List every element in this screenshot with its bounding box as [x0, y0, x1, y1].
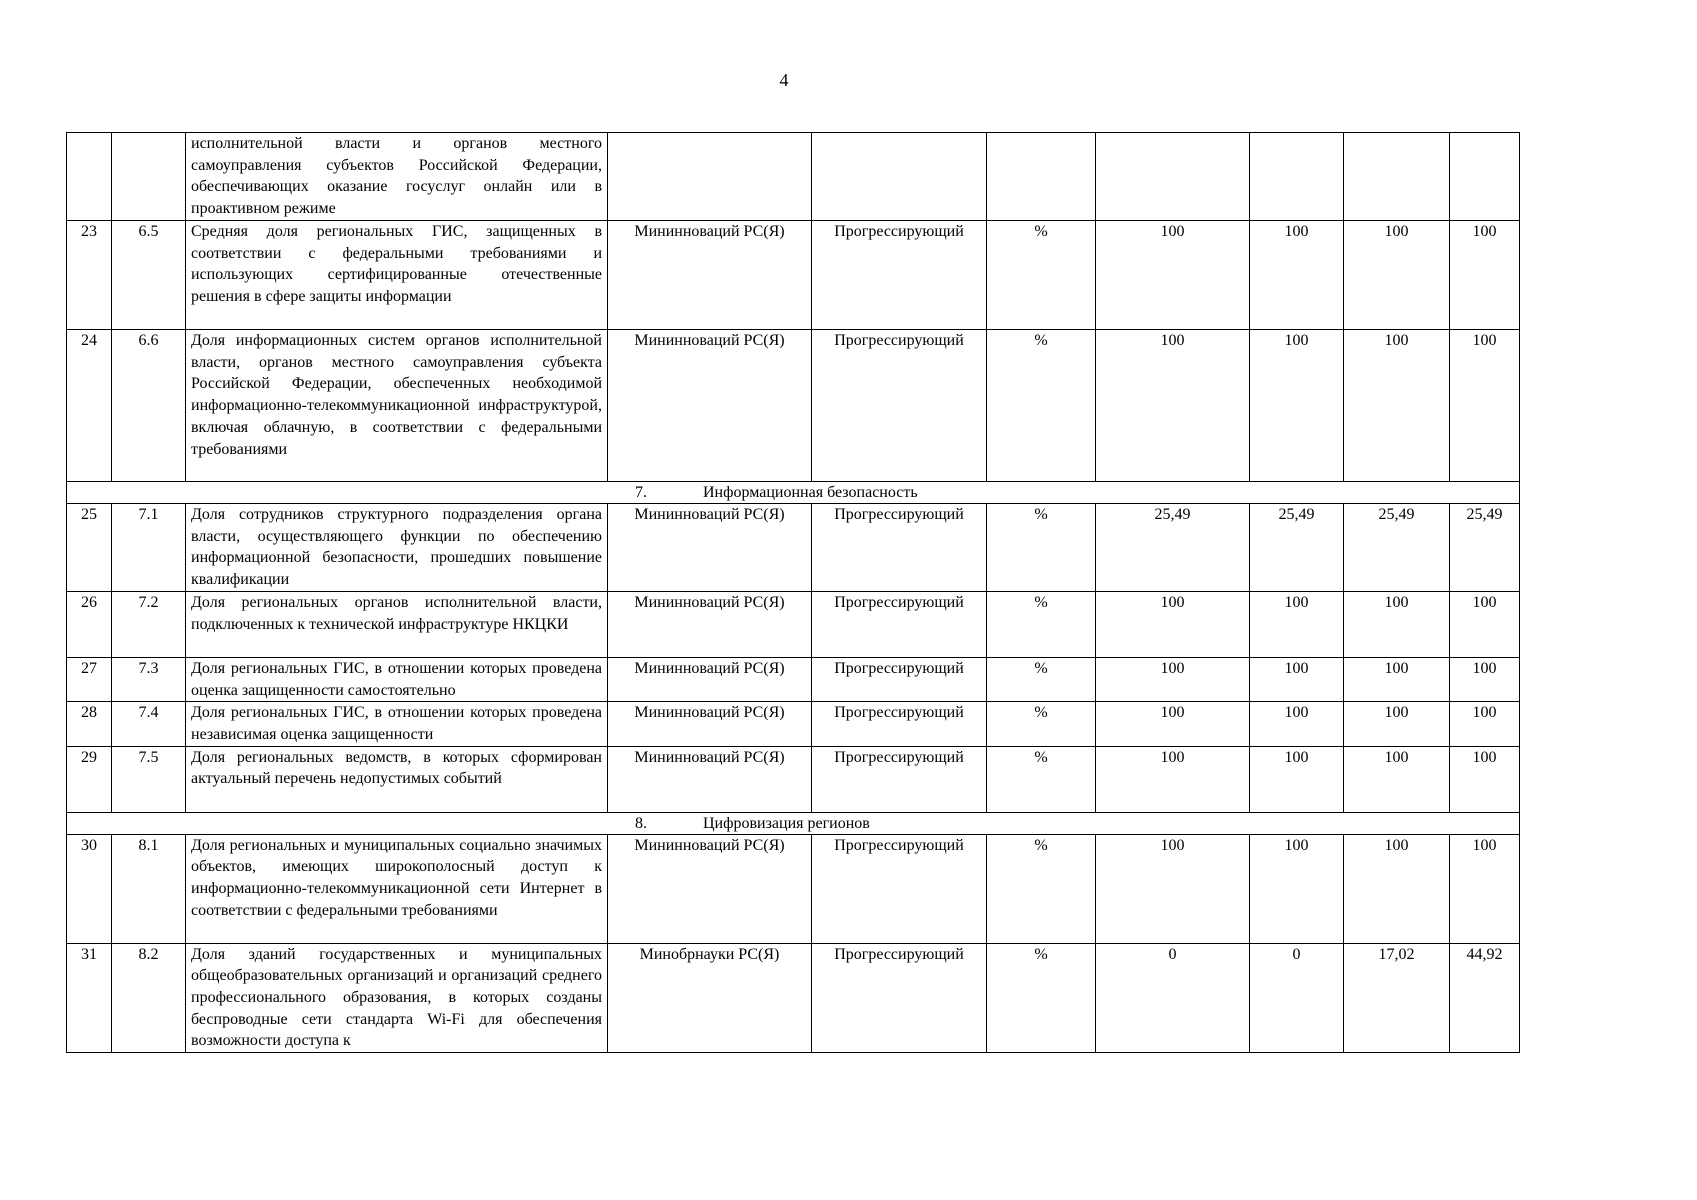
- section-heading: [67, 482, 1519, 503]
- responsible-body: Mининноваций РС(Я): [608, 702, 812, 746]
- indicator-code: 7.3: [112, 657, 186, 701]
- section-number: 8.: [635, 814, 647, 832]
- value-2: 100: [1250, 657, 1344, 701]
- indicator-code: 8.2: [112, 943, 186, 1053]
- unit: %: [987, 657, 1096, 701]
- value-2: 100: [1250, 330, 1344, 482]
- indicator-description: Доля региональных и муниципальных социально значимых объектов, имеющих широкополосный доступ к информационно-телекоммуникационной сети Интернет в соответствии с федеральными требованиями: [186, 834, 608, 943]
- responsible-body: Минобрнауки РС(Я): [608, 943, 812, 1053]
- responsible-body: Mининноваций РС(Я): [608, 834, 812, 943]
- table-row: [67, 330, 1520, 482]
- table-row: [67, 657, 1520, 701]
- value-4: 100: [1450, 330, 1520, 482]
- value-1: 0: [1096, 943, 1250, 1053]
- value-4: 25,49: [1450, 504, 1520, 592]
- indicator-type: Прогрессирующий: [812, 834, 987, 943]
- responsible-body: Mининноваций РС(Я): [608, 504, 812, 592]
- indicator-code: 7.5: [112, 746, 186, 812]
- section-row: [67, 482, 1520, 504]
- indicator-description: Доля информационных систем органов исполнительной власти, органов местного самоуправления субъекта Российской Федерации, обеспеченных необходимой информационно-телекоммуникационной инфраструктурой, включая облачную, в соответствии с федеральными требованиями: [186, 330, 608, 482]
- page-number: 4: [779, 70, 789, 90]
- indicator-code: 6.6: [112, 330, 186, 482]
- value-1: 25,49: [1096, 504, 1250, 592]
- row-number: 25: [67, 504, 112, 592]
- value-3: 100: [1344, 330, 1450, 482]
- indicator-description: Средняя доля региональных ГИС, защищенных в соответствии с федеральными требованиями и использующих сертифицированные отечественные решения в сфере защиты информации: [186, 221, 608, 330]
- section-row: [67, 812, 1520, 834]
- indicator-code: 7.1: [112, 504, 186, 592]
- responsible-body: Mининноваций РС(Я): [608, 657, 812, 701]
- value-2: 100: [1250, 746, 1344, 812]
- unit: %: [987, 504, 1096, 592]
- value-3: 17,02: [1344, 943, 1450, 1053]
- value-1: 100: [1096, 657, 1250, 701]
- indicator-description: Доля сотрудников структурного подразделения органа власти, осуществляющего функции по обеспечению информационной безопасности, прошедших повышение квалификации: [186, 504, 608, 592]
- value-2: 100: [1250, 221, 1344, 330]
- indicator-type: Прогрессирующий: [812, 657, 987, 701]
- value-4: 100: [1450, 746, 1520, 812]
- indicator-description: Доля региональных ведомств, в которых сформирован актуальный перечень недопустимых событий: [186, 746, 608, 812]
- value-3: 100: [1344, 221, 1450, 330]
- indicator-description: Доля региональных ГИС, в отношении которых проведена оценка защищенности самостоятельно: [186, 657, 608, 701]
- value-2: 25,49: [1250, 504, 1344, 592]
- value-4: 44,92: [1450, 943, 1520, 1053]
- value-3: 100: [1344, 702, 1450, 746]
- responsible-body: Mининноваций РС(Я): [608, 746, 812, 812]
- indicators-table: [66, 132, 1520, 1053]
- value-4: 100: [1450, 834, 1520, 943]
- responsible-body: Mининноваций РС(Я): [608, 330, 812, 482]
- value-4: 100: [1450, 657, 1520, 701]
- table-row: [67, 221, 1520, 330]
- value-1: 100: [1096, 746, 1250, 812]
- value-4: 100: [1450, 221, 1520, 330]
- value-2: 100: [1250, 834, 1344, 943]
- indicator-type: Прогрессирующий: [812, 943, 987, 1053]
- unit: %: [987, 834, 1096, 943]
- value-4: 100: [1450, 702, 1520, 746]
- indicator-code: 8.1: [112, 834, 186, 943]
- value-4: 100: [1450, 591, 1520, 657]
- value-1: 100: [1096, 330, 1250, 482]
- row-number: 30: [67, 834, 112, 943]
- unit: %: [987, 746, 1096, 812]
- row-number: 27: [67, 657, 112, 701]
- responsible-body: Mининноваций РС(Я): [608, 591, 812, 657]
- unit: %: [987, 702, 1096, 746]
- unit: %: [987, 943, 1096, 1053]
- table-row-continuation: [67, 133, 1520, 221]
- table-row: [67, 746, 1520, 812]
- indicator-code: 6.5: [112, 221, 186, 330]
- row-number: 23: [67, 221, 112, 330]
- unit: %: [987, 221, 1096, 330]
- indicator-type: Прогрессирующий: [812, 221, 987, 330]
- indicator-code: 7.4: [112, 702, 186, 746]
- row-number: 29: [67, 746, 112, 812]
- section-heading: [67, 813, 1519, 834]
- value-1: 100: [1096, 834, 1250, 943]
- indicator-description: Доля зданий государственных и муниципальных общеобразовательных организаций и организаций среднего профессионального образования, в которых созданы беспроводные сети стандарта Wi-Fi для обеспечения возможности доступа к: [186, 943, 608, 1053]
- table-row: [67, 591, 1520, 657]
- value-3: 100: [1344, 591, 1450, 657]
- indicator-type: Прогрессирующий: [812, 504, 987, 592]
- row-number: 24: [67, 330, 112, 482]
- table-row: [67, 702, 1520, 746]
- value-3: 25,49: [1344, 504, 1450, 592]
- section-title: Информационная безопасность: [703, 484, 918, 501]
- value-2: 100: [1250, 702, 1344, 746]
- value-3: 100: [1344, 834, 1450, 943]
- unit: %: [987, 591, 1096, 657]
- indicator-description: Доля региональных органов исполнительной власти, подключенных к технической инфраструктуре НКЦКИ: [186, 591, 608, 657]
- indicator-description: исполнительной власти и органов местного самоуправления субъектов Российской Федерации, обеспечивающих оказание госуслуг онлайн или в проактивном режиме: [186, 133, 608, 221]
- table-row: [67, 504, 1520, 592]
- row-number: 31: [67, 943, 112, 1053]
- row-number: 28: [67, 702, 112, 746]
- value-1: 100: [1096, 221, 1250, 330]
- value-1: 100: [1096, 702, 1250, 746]
- row-number: 26: [67, 591, 112, 657]
- indicator-code: 7.2: [112, 591, 186, 657]
- value-3: 100: [1344, 746, 1450, 812]
- section-title: Цифровизация регионов: [703, 814, 870, 832]
- indicator-type: Прогрессирующий: [812, 591, 987, 657]
- responsible-body: Mининноваций РС(Я): [608, 221, 812, 330]
- indicator-type: Прогрессирующий: [812, 746, 987, 812]
- value-3: 100: [1344, 657, 1450, 701]
- indicator-type: Прогрессирующий: [812, 702, 987, 746]
- table-row: [67, 834, 1520, 943]
- table-row: [67, 943, 1520, 1053]
- section-number: 7.: [635, 484, 647, 501]
- value-1: 100: [1096, 591, 1250, 657]
- indicator-type: Прогрессирующий: [812, 330, 987, 482]
- value-2: 0: [1250, 943, 1344, 1053]
- unit: %: [987, 330, 1096, 482]
- indicator-description: Доля региональных ГИС, в отношении которых проведена независимая оценка защищенности: [186, 702, 608, 746]
- value-2: 100: [1250, 591, 1344, 657]
